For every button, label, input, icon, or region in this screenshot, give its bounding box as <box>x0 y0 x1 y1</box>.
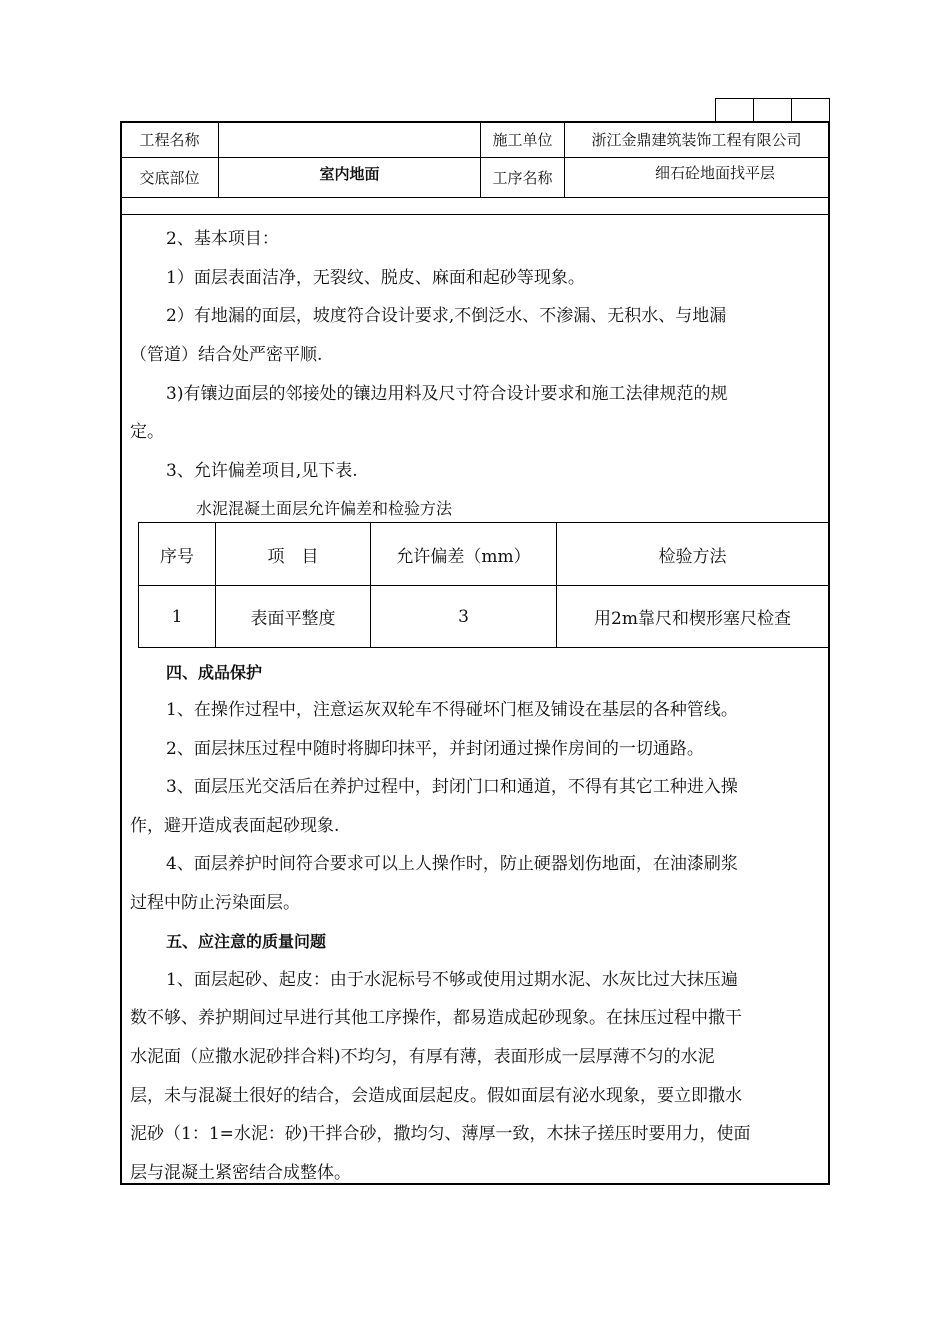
table-header-tolerance: 允许偏差（mm） <box>396 546 531 567</box>
section-4-item-4-line1: 4、面层养护时间符合要求可以上人操作时，防止硬器划伤地面，在油漆刷浆 <box>166 854 738 874</box>
table-header-item: 项 目 <box>267 546 319 567</box>
basic-item-2-line1: 2）有地漏的面层，坡度符合设计要求,不倒泛水、不渗漏、无积水、与地漏 <box>166 306 727 326</box>
process-name-label: 工序名称 <box>492 169 553 187</box>
project-name-value <box>219 122 480 157</box>
process-name-value: 细石砼地面找平层 <box>654 164 775 182</box>
tolerance-intro: 3、允许偏差项目,见下表. <box>166 461 358 481</box>
location-value: 室内地面 <box>319 165 380 183</box>
table-header-index: 序号 <box>160 546 194 567</box>
construction-unit-value: 浙江金鼎建筑装饰工程有限公司 <box>591 131 802 149</box>
basic-item-2-line2: （管道）结合处严密平顺. <box>130 345 323 365</box>
section-5-item-1-line5: 泥砂（1：1=水泥：砂)干拌合砂，撒均匀、薄厚一致，木抹子搓压时要用力，使面 <box>130 1124 751 1144</box>
table-cell-method: 用2m靠尺和楔形塞尺检查 <box>594 609 791 629</box>
section-5-item-1-line3: 水泥面（应撒水泥砂拌合料)不均匀，有厚有薄，表面形成一层厚薄不匀的水泥 <box>130 1047 715 1067</box>
section-5-item-1-line2: 数不够、养护期间过早进行其他工序操作，都易造成起砂现象。在抹压过程中撒干 <box>130 1008 742 1028</box>
table-header-method: 检验方法 <box>658 546 727 567</box>
table-cell-tolerance: 3 <box>458 606 469 627</box>
basic-item-3-line2: 定。 <box>130 422 164 442</box>
location-label: 交底部位 <box>139 169 200 187</box>
section-4-item-1: 1、在操作过程中，注意运灰双轮车不得碰坏门框及铺设在基层的各种管线。 <box>166 700 738 720</box>
section-5-item-1-line4: 层，未与混凝土很好的结合，会造成面层起皮。假如面层有泌水现象，要立即撒水 <box>130 1086 742 1106</box>
basic-item-3-line1: 3)有镶边面层的邻接处的镶边用料及尺寸符合设计要求和施工法律规范的规 <box>166 384 728 404</box>
table-cell-index: 1 <box>171 606 183 627</box>
section-5-item-1-line6: 层与混凝土紧密结合成整体。 <box>130 1163 351 1183</box>
section-4-item-3-line1: 3、面层压光交活后在养护过程中，封闭门口和通道，不得有其它工种进入操 <box>166 777 738 797</box>
section-4-item-3-line2: 作，避开造成表面起砂现象. <box>130 816 340 836</box>
basic-item-1: 1）面层表面洁净，无裂纹、脱皮、麻面和起砂等现象。 <box>166 268 585 288</box>
section-5-item-1-line1: 1、面层起砂、起皮：由于水泥标号不够或使用过期水泥、水灰比过大抹压遍 <box>166 970 738 990</box>
project-name-label: 工程名称 <box>139 131 200 149</box>
section-4-item-2: 2、面层抹压过程中随时将脚印抹平，并封闭通过操作房间的一切通路。 <box>166 739 704 759</box>
section-4-item-4-line2: 过程中防止污染面层。 <box>130 893 300 913</box>
table-caption: 水泥混凝土面层允许偏差和检验方法 <box>196 499 453 518</box>
basic-items-heading: 2、基本项目： <box>166 229 279 249</box>
construction-unit-label: 施工单位 <box>492 131 553 149</box>
section-4-title: 四、成品保护 <box>166 663 263 682</box>
section-5-title: 五、应注意的质量问题 <box>166 932 327 951</box>
table-cell-item: 表面平整度 <box>250 609 336 629</box>
